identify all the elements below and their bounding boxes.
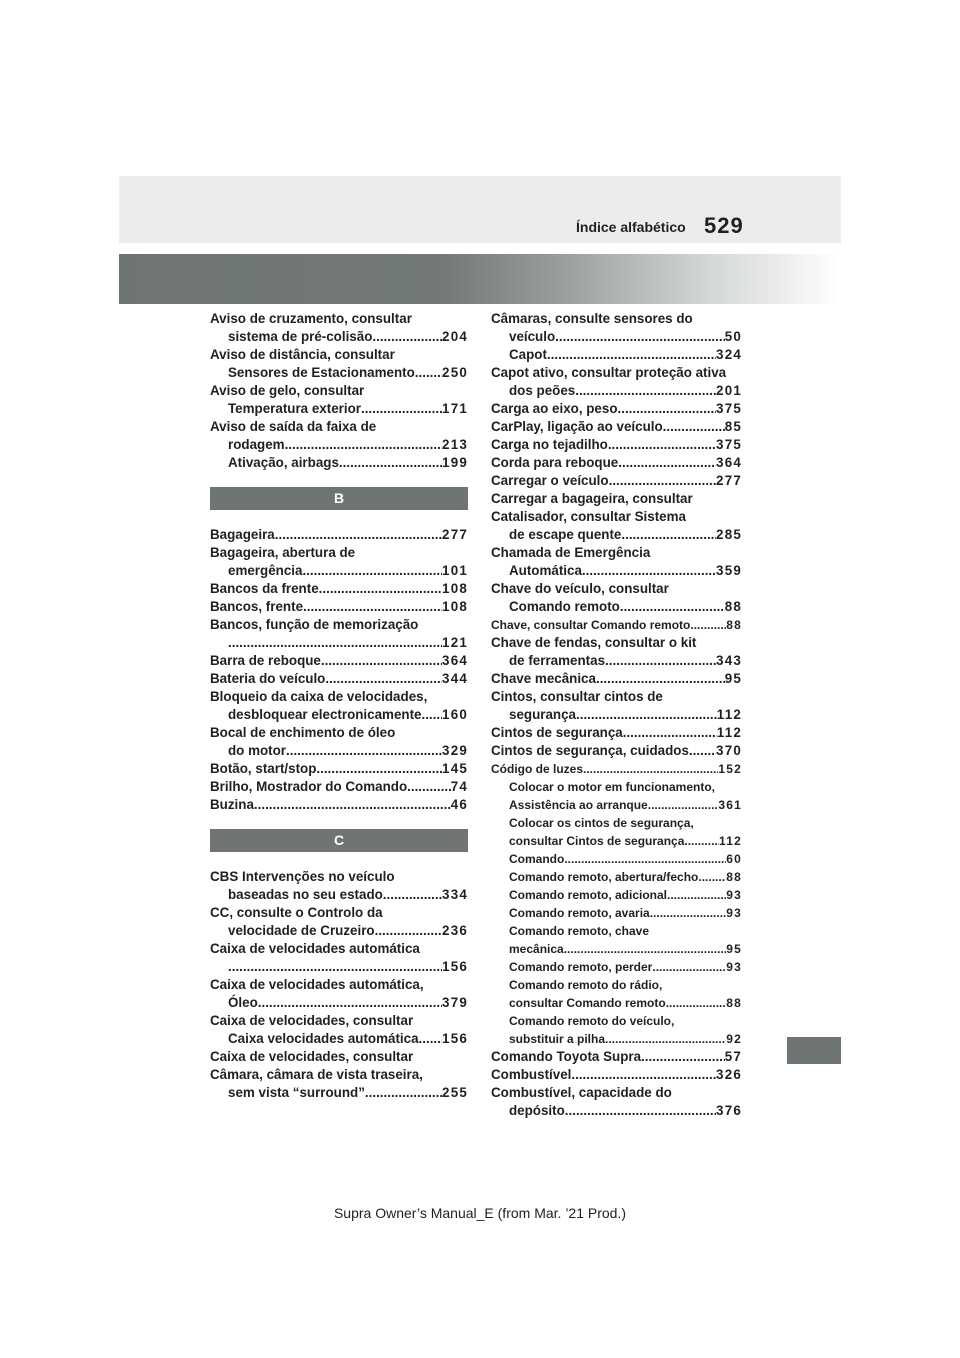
index-entry xyxy=(491,1066,742,1084)
dot-leader xyxy=(667,886,726,904)
index-entry xyxy=(210,454,468,472)
index-entry-page: 145 xyxy=(442,761,468,776)
index-entry-label: sistema de pré-colisão xyxy=(228,329,373,344)
index-entry xyxy=(491,742,742,760)
index-entry-page: 88 xyxy=(726,996,742,1010)
index-entry-page: 60 xyxy=(726,852,742,866)
dot-leader xyxy=(258,994,442,1012)
index-entry-label: Óleo xyxy=(228,995,258,1010)
dot-leader xyxy=(648,796,719,814)
index-entry-text: CC, consulte o Controlo da xyxy=(210,905,383,920)
dot-leader xyxy=(565,1102,716,1120)
index-entry-label: Chave, consultar Comando remoto xyxy=(491,618,691,632)
index-entry-page: 112 xyxy=(716,725,742,740)
index-entry-text: Aviso de cruzamento, consultar xyxy=(210,311,412,326)
index-entry-text: Bagageira, abertura de xyxy=(210,545,356,560)
index-entry-page: 93 xyxy=(726,960,742,974)
index-entry-label: Código de luzes xyxy=(491,762,584,776)
index-entry-page: 329 xyxy=(442,743,468,758)
index-entry xyxy=(491,850,742,868)
index-entry-page: 160 xyxy=(442,707,468,722)
dot-leader xyxy=(596,670,725,688)
index-entry-page: 101 xyxy=(442,563,468,578)
dot-leader xyxy=(325,670,442,688)
index-entry-page: 95 xyxy=(724,671,742,686)
index-entry-label: baseadas no seu estado xyxy=(228,887,383,902)
dot-leader xyxy=(302,562,442,580)
index-entry xyxy=(210,778,468,796)
index-entry xyxy=(491,904,742,922)
index-entry-label: de ferramentas xyxy=(509,653,606,668)
index-entry-label: de escape quente xyxy=(509,527,622,542)
index-entry xyxy=(491,436,742,454)
index-entry-page: 74 xyxy=(450,779,468,794)
index-entry xyxy=(210,328,468,346)
index-entry-text: Combustível, capacidade do xyxy=(491,1085,672,1100)
index-entry xyxy=(491,1102,742,1120)
index-entry xyxy=(210,526,468,544)
dot-leader xyxy=(663,418,725,436)
running-header-title: Índice alfabético xyxy=(576,219,686,235)
index-entry-label: Cintos de segurança xyxy=(491,725,623,740)
index-entry-page: 57 xyxy=(724,1049,742,1064)
index-entry-text: Caixa de velocidades automática xyxy=(210,941,420,956)
index-entry xyxy=(210,742,468,760)
index-entry-label: Barra de reboque xyxy=(210,653,321,668)
dot-leader xyxy=(571,1066,716,1084)
dot-leader xyxy=(621,526,716,544)
dot-leader xyxy=(303,598,442,616)
dot-leader xyxy=(321,652,442,670)
index-entry xyxy=(491,652,742,670)
index-entry-label: dos peões xyxy=(509,383,576,398)
index-entry-label: segurança xyxy=(509,707,576,722)
index-entry-text: Caixa de velocidades, consultar xyxy=(210,1013,414,1028)
dot-leader xyxy=(564,850,726,868)
index-entry-label: velocidade de Cruzeiro xyxy=(228,923,375,938)
index-entry-page: 93 xyxy=(726,888,742,902)
index-entry-page: 108 xyxy=(442,599,468,614)
index-entry-label: Assistência ao arranque xyxy=(509,798,648,812)
index-entry-page: 171 xyxy=(442,401,468,416)
index-entry-page: 88 xyxy=(726,618,742,632)
dot-leader xyxy=(620,598,725,616)
index-entry-page: 376 xyxy=(716,1103,742,1118)
index-entry xyxy=(491,994,742,1012)
index-entry-text: Aviso de saída da faixa de xyxy=(210,419,377,434)
index-entry-page: 255 xyxy=(442,1085,468,1100)
index-entry-label: Comando remoto, abertura/fecho xyxy=(509,870,699,884)
index-entry-text: Bloqueio da caixa de velocidades, xyxy=(210,689,428,704)
index-entry-label: Comando xyxy=(509,852,565,866)
index-entry-label: emergência xyxy=(228,563,303,578)
index-entry-page: 121 xyxy=(442,635,468,650)
dot-leader xyxy=(582,562,716,580)
index-entry-label: Comando Toyota Supra xyxy=(491,1049,642,1064)
index-entry xyxy=(210,1030,468,1048)
index-entry xyxy=(210,922,468,940)
index-entry-text: Caixa de velocidades automática, xyxy=(210,977,424,992)
index-entry-label: Botão, start/stop xyxy=(210,761,317,776)
section-thumb-tab xyxy=(787,1037,841,1064)
index-entry-label: rodagem xyxy=(228,437,285,452)
index-entry-label: Corda para reboque xyxy=(491,455,619,470)
dot-leader xyxy=(365,1084,442,1102)
index-entry-label: Comando remoto, adicional xyxy=(509,888,668,902)
index-entry-page: 364 xyxy=(716,455,742,470)
index-entry xyxy=(491,526,742,544)
index-entry-label: Ativação, airbags xyxy=(228,455,339,470)
index-column-right xyxy=(491,310,742,1120)
index-entry-label: Comando remoto, avaria xyxy=(509,906,650,920)
index-entry xyxy=(491,670,742,688)
index-entry-page: 108 xyxy=(442,581,468,596)
index-entry-page: 199 xyxy=(442,455,468,470)
index-entry xyxy=(491,328,742,346)
index-entry-text: Comando remoto do veículo, xyxy=(509,1014,675,1028)
index-entry-label: substituir a pilha xyxy=(509,1032,606,1046)
index-entry-text: Câmara, câmara de vista traseira, xyxy=(210,1067,423,1082)
dot-leader xyxy=(583,760,718,778)
dot-leader xyxy=(547,346,716,364)
index-entry-text: Colocar o motor em funcionamento, xyxy=(509,780,716,794)
index-entry-page: 156 xyxy=(442,959,468,974)
index-entry-page: 92 xyxy=(726,1032,742,1046)
index-entry xyxy=(210,670,468,688)
index-entry-label: Carga no tejadilho xyxy=(491,437,608,452)
index-entry-page: 112 xyxy=(716,707,742,722)
dot-leader xyxy=(275,526,442,544)
section-letter-heading: C xyxy=(210,829,468,852)
index-entry xyxy=(491,940,742,958)
index-entry-text: Chave de fendas, consultar o kit xyxy=(491,635,697,650)
index-entry-label: Bagageira xyxy=(210,527,275,542)
dot-leader xyxy=(228,958,442,976)
index-entry xyxy=(491,400,742,418)
index-entry-page: 326 xyxy=(716,1067,742,1082)
index-entry-label: Chave mecânica xyxy=(491,671,596,686)
index-entry-label: Bateria do veículo xyxy=(210,671,326,686)
dot-leader xyxy=(407,778,451,796)
index-entry-text: Catalisador, consultar Sistema xyxy=(491,509,686,524)
index-entry xyxy=(491,724,742,742)
index-entry-text: Aviso de distância, consultar xyxy=(210,347,395,362)
dot-leader xyxy=(693,742,716,760)
index-entry xyxy=(210,706,468,724)
index-entry-text: Chave do veículo, consultar xyxy=(491,581,669,596)
footer-manual-title: Supra Owner’s Manual_E (from Mar. ’21 Prod.) xyxy=(333,1205,627,1221)
index-entry-page: 277 xyxy=(442,527,468,542)
index-entry-label: Carregar o veículo xyxy=(491,473,609,488)
index-entry-page: 112 xyxy=(719,834,742,848)
index-entry-label: Cintos de segurança, cuidados. xyxy=(491,743,693,758)
index-entry xyxy=(210,634,468,652)
index-entry-page: 46 xyxy=(450,797,468,812)
index-entry-text: Cintos, consultar cintos de xyxy=(491,689,663,704)
index-entry-label: consultar Comando remoto xyxy=(509,996,666,1010)
index-entry-label: depósito xyxy=(509,1103,565,1118)
index-entry xyxy=(210,886,468,904)
dot-leader xyxy=(339,454,442,472)
index-entry-text: Chamada de Emergência xyxy=(491,545,651,560)
index-entry-label: Brilho, Mostrador do Comando xyxy=(210,779,408,794)
index-entry xyxy=(210,994,468,1012)
index-entry-label: do motor xyxy=(228,743,287,758)
dot-leader xyxy=(555,328,725,346)
index-entry xyxy=(491,832,742,850)
dot-leader xyxy=(641,1048,725,1066)
index-entry-page: 375 xyxy=(716,437,742,452)
index-entry-page: 85 xyxy=(724,419,742,434)
index-entry-text: Aviso de gelo, consultar xyxy=(210,383,365,398)
dot-leader xyxy=(361,400,442,418)
index-entry-page: 250 xyxy=(442,365,468,380)
index-entry-label: Automática xyxy=(509,563,582,578)
index-entry-text: Carregar a bagageira, consultar xyxy=(491,491,693,506)
dot-leader xyxy=(605,652,716,670)
index-entry-label: Combustível xyxy=(491,1067,572,1082)
index-entry-label: Comando remoto, perder xyxy=(509,960,653,974)
dot-leader xyxy=(319,580,442,598)
dot-leader xyxy=(254,796,451,814)
dot-leader xyxy=(652,958,726,976)
index-entry-page: 334 xyxy=(442,887,468,902)
index-entry-label: Bancos, frente xyxy=(210,599,304,614)
index-entry-text: Comando remoto, chave xyxy=(509,924,650,938)
dot-leader xyxy=(618,400,717,418)
dot-leader xyxy=(286,742,442,760)
dot-leader xyxy=(609,472,716,490)
index-entry-page: 204 xyxy=(442,329,468,344)
dot-leader xyxy=(666,994,727,1012)
dot-leader xyxy=(421,706,442,724)
index-entry-page: 152 xyxy=(718,762,742,776)
index-entry-page: 324 xyxy=(716,347,742,362)
dot-leader xyxy=(623,724,717,742)
index-entry-page: 213 xyxy=(442,437,468,452)
index-entry xyxy=(210,1084,468,1102)
dot-leader xyxy=(415,364,442,382)
index-entry xyxy=(491,796,742,814)
index-entry xyxy=(491,886,742,904)
dot-leader xyxy=(608,436,716,454)
index-entry-page: 379 xyxy=(442,995,468,1010)
index-entry-page: 375 xyxy=(716,401,742,416)
index-entry-page: 361 xyxy=(718,798,742,812)
index-entry-label: Sensores de Estacionamento xyxy=(228,365,415,380)
index-entry-text: Colocar os cintos de segurança, xyxy=(509,816,694,830)
index-entry-page: 364 xyxy=(442,653,468,668)
index-entry xyxy=(491,382,742,400)
index-entry-page: 50 xyxy=(724,329,742,344)
index-entry xyxy=(491,472,742,490)
index-entry-page: 344 xyxy=(442,671,468,686)
index-entry xyxy=(491,454,742,472)
index-entry xyxy=(210,436,468,454)
index-entry-page: 285 xyxy=(716,527,742,542)
index-entry xyxy=(491,706,742,724)
index-entry-label: Buzina xyxy=(210,797,254,812)
index-entry-text: CBS Intervenções no veículo xyxy=(210,869,395,884)
index-entry-page: 88 xyxy=(724,599,742,614)
index-entry xyxy=(491,418,742,436)
index-entry-page: 156 xyxy=(442,1031,468,1046)
index-entry-label: desbloquear electronicamente xyxy=(228,707,422,722)
dot-leader xyxy=(576,706,717,724)
dot-leader xyxy=(564,940,727,958)
page-number: 529 xyxy=(704,213,744,238)
index-entry xyxy=(491,1030,742,1048)
index-entry-text: Bocal de enchimento de óleo xyxy=(210,725,396,740)
dot-leader xyxy=(684,832,719,850)
index-entry xyxy=(210,562,468,580)
index-entry-page: 359 xyxy=(716,563,742,578)
index-entry-page: 88 xyxy=(726,870,742,884)
dot-leader xyxy=(375,922,442,940)
index-entry-label: Temperatura exterior xyxy=(228,401,361,416)
index-entry xyxy=(491,346,742,364)
index-entry-label: veículo xyxy=(509,329,556,344)
index-entry-text: Caixa de velocidades, consultar xyxy=(210,1049,414,1064)
index-entry-label: sem vista “surround” xyxy=(228,1085,365,1100)
index-entry-text: Câmaras, consulte sensores do xyxy=(491,311,693,326)
dot-leader xyxy=(690,616,726,634)
index-entry-label: Carga ao eixo, peso xyxy=(491,401,618,416)
index-entry-page: 95 xyxy=(726,942,742,956)
index-entry-page: 343 xyxy=(716,653,742,668)
index-entry-page: 370 xyxy=(716,743,742,758)
index-entry-label: Capot xyxy=(509,347,547,362)
index-entry-label: Comando remoto xyxy=(509,599,620,614)
dot-leader xyxy=(698,868,726,886)
dot-leader xyxy=(419,1030,443,1048)
index-entry xyxy=(210,364,468,382)
dot-leader xyxy=(383,886,442,904)
index-entry xyxy=(491,760,742,778)
index-entry-text: Bancos, função de memorização xyxy=(210,617,419,632)
index-entry xyxy=(210,400,468,418)
dot-leader xyxy=(575,382,716,400)
dot-leader xyxy=(316,760,442,778)
index-entry-page: 236 xyxy=(442,923,468,938)
dot-leader xyxy=(372,328,442,346)
dot-leader xyxy=(285,436,442,454)
dot-leader xyxy=(618,454,716,472)
index-entry xyxy=(491,958,742,976)
dot-leader xyxy=(228,634,442,652)
index-entry-text: Comando remoto do rádio, xyxy=(509,978,663,992)
index-entry-text: Capot ativo, consultar proteção ativa xyxy=(491,365,727,380)
index-entry xyxy=(210,796,468,814)
dot-leader xyxy=(650,904,727,922)
index-entry-label: mecânica xyxy=(509,942,564,956)
index-entry xyxy=(210,652,468,670)
index-entry xyxy=(210,760,468,778)
index-entry xyxy=(491,1048,742,1066)
index-entry-label: consultar Cintos de segurança xyxy=(509,834,685,848)
index-entry xyxy=(491,598,742,616)
index-entry-label: CarPlay, ligação ao veículo xyxy=(491,419,663,434)
index-entry xyxy=(210,580,468,598)
section-letter-heading: B xyxy=(210,487,468,510)
dot-leader xyxy=(605,1030,726,1048)
index-entry xyxy=(491,868,742,886)
index-entry-label: Bancos da frente xyxy=(210,581,319,596)
index-entry xyxy=(210,598,468,616)
index-entry-page: 201 xyxy=(716,383,742,398)
index-entry-page: 277 xyxy=(716,473,742,488)
index-entry-label: Caixa velocidades automática xyxy=(228,1031,419,1046)
index-entry-page: 93 xyxy=(726,906,742,920)
index-entry xyxy=(210,958,468,976)
index-entry xyxy=(491,562,742,580)
decorative-gradient-bar xyxy=(119,254,841,304)
index-entry xyxy=(491,616,742,634)
index-column-left xyxy=(210,310,468,1102)
